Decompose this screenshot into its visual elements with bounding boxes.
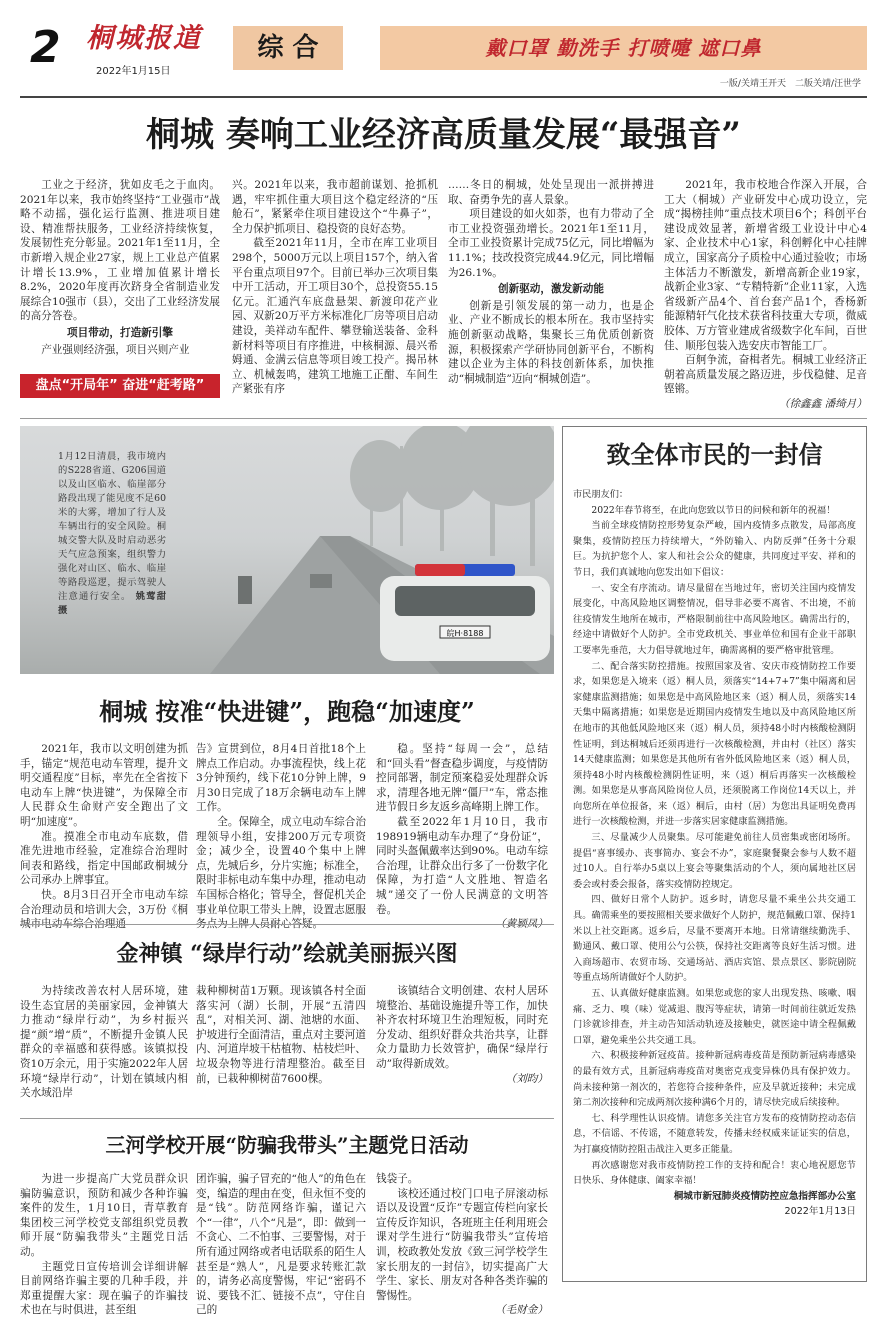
lead-column-1 [20, 178, 220, 357]
photo-caption [58, 450, 166, 618]
lead-paragraph: 创新是引领发展的第一动力，也是企业、产业不断成长的根本所在。我市坚持实施创新驱动战略，集聚长三角优质创新资源，积极探索产学研协同创新平台，不断构建以企业为主体的科技创新体系，加快推动“桐城制造”迈向“桐城创造”。 [448, 299, 654, 385]
article-paragraph: 全。保障全，成立电动车综合治理领导小组，安排200万元专项资金；减少全，设置40个集中上牌点，先城后乡，分片实施；标准全，限时非标电动车集中办理，推动电动车国标合格化；管导全，督促机关企事业单位职工带头上牌，设置志愿服务点为上牌人员耐心答疑。 [196, 815, 366, 931]
article-paragraph: 团诈骗，骗子冒充的“他人”的角色在变，编造的理由在变，但永恒不变的是“钱”。防范网络诈骗，谨记六个“一律”，八个“凡是”，即：做到一不贪心、二不怕事、三要警惕，对于所有通过网络或者电话联系的陌生人甚至是“熟人”，凡是要求转账汇款的，请务必高度警惕，牢记“密码不说、要钱不汇、链接不点”，守住自己的 [196, 1173, 366, 1317]
article-paragraph: 稳。坚持“每周一会”，总结和“回头看”督查稳步调度，与疫情防控同部署，制定预案稳妥处理群众诉求，清理各地无牌“僵尸”车，常态推进节假日乡友返乡高峰期上牌工作。 [376, 743, 548, 814]
article-paragraph: 该镇结合文明创建、农村人居环境整治、基础设施提升等工作，加快补齐农村环境卫生治理短板，同时充分发动、组织好群众共治共享，让群众力量助力长效管护，确保“绿岸行动”取得新成效。 [376, 985, 548, 1070]
article2-headline: 桐城 按准“快进键”，跑稳“加速度” [99, 697, 475, 726]
article4-column-1 [20, 1172, 188, 1318]
photo-caption-text: 1月12日清晨，我市境内的S228省道、G206国道以及山区临水、临崖部分路段出现了能见度不足60米的大雾，增加了行人及车辆出行的安全风险。桐城交警大队及时启动恶劣天气应急预案，组织警力强化对山区、临水、临崖等路段巡逻，提示驾驶人注意通行安全。 [58, 451, 166, 602]
article-paragraph: 主题党日宣传培训会详细讲解目前网络诈骗主要的几种手段，并郑重提醒大家：现在骗子的诈骗技术也在与时俱进，甚至组 [20, 1260, 188, 1317]
letter-paragraph: 2022年春节将至，在此向您致以节日的问候和新年的祝福！ [591, 504, 836, 516]
article-paragraph: 截至2022年1月10日，我市198919辆电动车办理了“身份证”，同时头盔佩戴率达到90%。电动车综合治理，让群众出行多了一份数字化保障，为打造“人文胜地、智造名城”递交了一份人民满意的文明答卷。 [376, 815, 548, 916]
officer-figure [238, 576, 252, 604]
article3-column-2 [196, 984, 366, 1086]
lead-column-4 [664, 178, 867, 412]
article2-column-3 [376, 742, 548, 932]
page-number: 2 [30, 22, 61, 73]
letter-item: 二、配合落实防控措施。按照国家及省、安庆市疫情防控工作要求，如果您是入境来（返）桐人员，须落实“14+7+7”集中隔离和居家健康监测措施；如果您是中高风险地区来（返）桐人员，须落实14天集中隔离措施；如果您是近期国内疫情发生地以及中高风险地区所在地市的其他低风险地区来（返）桐人员，须持48小时内核酸检测阴性证明，到达桐城后还须再进行一次核酸检测，并由村（社区）落实14天健康监测；如果您是其他所有省外低风险地区来（返）桐人员，须持48小时内核酸检测阴性证明，来（返）桐后再落实一次核酸检测。如果您是从事高风险岗位人员，还须脱离工作岗位14天以上，并向您所在单位报备，来（返）桐后，由村（居）为您出具证明免费再进行一次核酸检测，并进一步落实居家健康监测措施。 [573, 660, 856, 828]
license-plate: 皖H·8188 [446, 629, 484, 638]
letter-item: 七、科学理性认识疫情。请您多关注官方发布的疫情防控动态信息，不信谣、不传谣，不随意转发，传播未经权威来证证实的信息，为打赢疫情防控阻击战注入更多正能量。 [573, 1112, 856, 1155]
issue-date: 2022年1月15日 [96, 66, 171, 77]
article4-headline: 三河学校开展“防骗我带头”主题党日活动 [105, 1133, 469, 1157]
article-paragraph: 告》宣贯到位，8月4日首批18个上牌点工作启动。办事流程快，线上花3分钟预约，线下花10分钟上牌，9月30日完成了18万余辆电动车上牌工作。 [196, 743, 366, 814]
letter-body [573, 487, 856, 1220]
letter-date: 2022年1月13日 [784, 1206, 856, 1218]
letter-paragraph: 当前全球疫情防控形势复杂严峻，国内疫情多点散发，局部高度聚集，疫情防控压力持续增大，“外防输入、内防反弹”任务十分艰巨。为抗护您个人、家人和社会公众的健康，共同度过平安、祥和的节日，我们真诚地向您发出如下倡议： [573, 520, 856, 578]
lead-subheading: 项目带动，打造新引擎 [67, 326, 173, 339]
letter-item: 一、安全有序流动。请尽量留在当地过年，密切关注国内疫情发展变化，中高风险地区调整情况，倡导非必要不离省、不出境，不前往疫情发生地所在城市，严格限制前往中高风险地区。确需出行的，经途中请做好个人防护。全市党政机关、事业单位和国有企业干部职工要率先垂范，大力倡导就地过年，确需离桐的要严格审批管理。 [573, 582, 856, 656]
lead-paragraph: ……冬日的桐城，处处呈现出一派拼搏进取、奋勇争先的喜人景象。 [448, 179, 654, 206]
article3-column-3 [376, 984, 548, 1086]
article-paragraph: 钱袋子。 [376, 1173, 419, 1185]
editor-credits: 一版/关靖王开天 二版关靖/汪世学 [719, 79, 861, 89]
lead-paragraph: 截至2021年11月，全市在库工业项目298个，5000万元以上项目157个，纳入省平台重点项目97个。目前已举办三次项目集中开工活动，开工项目30个，总投资55.15亿元。汇通汽车底盘悬架、新渡印花产业园、双新20万平方米标准化厂房等项目启动建设，美祥动车配件、攀登输送装备、金科新材料等项目有序推进，中核桐源、晨兴希姆通、金满云信息等项目竣工投产。揭吊林立、机械轰鸣，建筑工地施工正酣、车间生产紧张有序 [232, 237, 438, 396]
letter-item: 六、积极接种新冠疫苗。接种新冠病毒疫苗是预防新冠病毒感染的最有效方式，且新冠病毒疫苗对奥密克戎变异株仍具有保护效力。尚未接种第一剂次的，若您符合接种条件，应及早就近接种；未完成第二剂次接种和完成两剂次接种满6个月的，请尽快完成后续接种。 [573, 1050, 856, 1109]
police-car [380, 564, 550, 661]
letter-title: 致全体市民的一封信 [606, 440, 823, 469]
article4-column-2 [196, 1172, 366, 1318]
section-divider [20, 418, 867, 419]
open-letter-box [562, 426, 867, 1282]
section-divider [20, 1118, 554, 1119]
lead-headline: 桐城 奏响工业经济高质量发展“最强音” [146, 115, 741, 155]
fog-photo [20, 426, 554, 674]
lead-paragraph: 项目建设的如火如荼，也有力带动了全市工业投资强劲增长。2021年1至11月，全市工业投资累计完成75亿元，同比增幅为11.1%；技改投资完成44.9亿元，同比增幅为26.1%。 [448, 208, 654, 279]
article-paragraph: 快。8月3日召开全市电动车综合治理动员和培训大会，3万份《桐城市电动车综合治理通 [20, 888, 188, 931]
lead-subheading: 创新驱动，激发新动能 [498, 283, 604, 296]
article-paragraph: 该校还通过校门口电子屏滚动标语以及设置“反诈”专题宣传栏向家长宣传反诈知识，各班班主任利用班会课对学生进行“防骗我带头”宣传培训，校政教处发放《致三河学校学生家长朋友的一封信》，切实提高广大学生、家长、朋友对各种各类诈骗的警惕性。 [376, 1187, 548, 1302]
article-paragraph: 为持续改善农村人居环境，建设生态宜居的美丽家园，金神镇大力推动“绿岸行动”，为乡村振兴提“颜”增“质”，不断提升金镇人民群众的幸福感和获得感。该镇拟投资10万余元，用于实施2022年人居环境“绿岸行动”，计划在镇域内相关水域沿岸 [20, 985, 188, 1100]
byline: （毛财金） [495, 1304, 548, 1317]
lead-paragraph: 产业强则经济强，项目兴则产业 [41, 343, 190, 356]
lead-column-3 [448, 178, 654, 386]
letter-greeting: 市民朋友们： [573, 489, 629, 500]
byline: （刘昀） [505, 1072, 548, 1085]
lead-red-banner [20, 374, 220, 398]
article3-column-1 [20, 984, 188, 1101]
lead-paragraph: 工业之于经济，犹如皮毛之于血肉。2021年以来，我市始终坚持“工业强市”战略不动摇，强化运行监测、推进项目建设、精准帮扶服务，工业经济持续恢复，发展韧性充分彰显。2021年1至11月，全市新增入规企业27家，规上工业总产值累计增长13.9%，工业增加值累计增长8.2%，2020年度再次跻身全省制造业发展综合10强市（县），交出了工业经济发展的高分答卷。 [20, 179, 220, 323]
lead-paragraph: 百舸争流，奋楫者先。桐城工业经济正朝着高质量发展之路迈进，步伐稳健、足音铿锵。 [664, 354, 867, 396]
lead-red-banner-text: 盘点“开局年” 奋进“赶考路” [35, 378, 205, 393]
section-label: 综 合 [233, 26, 343, 70]
slogan-text: 戴口罩 勤洗手 打喷嚏 遮口鼻 [485, 36, 762, 60]
letter-item: 五、认真做好健康监测。如果您或您的家人出现发热、咳嗽、咽痛、乏力、嗅（味）觉减退、腹泻等症状，请第一时间前往就近发热门诊就诊排查，并主动告知活动轨迹及接触史，就医途中请全程佩戴口罩，避免乘坐公共交通工具。 [573, 988, 856, 1046]
lead-paragraph: 兴。2021年以来，我市超前谋划、抢抓机遇，牢牢抓住重大项目这个稳定经济的“压舱石”，紧紧牵住项目建设这个“牛鼻子”，全力保护抓项目、稳投资的良好态势。 [232, 179, 438, 235]
letter-closing: 再次感谢您对我市疫情防控工作的支持和配合！衷心地祝愿您节日快乐、身体健康、阖家幸福！ [573, 1159, 856, 1187]
article-paragraph: 准。摸准全市电动车底数，借准先进地市经验，定准综合治理时间表和路线，指定中国邮政桐城分公司承办上牌事宜。 [20, 830, 188, 887]
photo-credit: 姚莺甜 摄 [58, 591, 166, 616]
article-paragraph: 为进一步提高广大党员群众识骗防骗意识，预防和减少各种诈骗案件的发生，1月10日，青草教育集团校三河学校党支部组织党员教师开展“防骗我带头”主题党日活动。 [20, 1173, 188, 1258]
article2-column-2 [196, 742, 366, 932]
masthead [20, 18, 867, 94]
section-divider [20, 924, 554, 925]
masthead-divider [20, 96, 867, 98]
letter-signature: 桐城市新冠肺炎疫情防控应急指挥部办公室 [673, 1190, 856, 1202]
letter-item: 三、尽量减少人员聚集。尽可能避免前往人员密集或密闭场所。提倡“喜事缓办、丧事简办、宴会不办”，家庭聚餐聚会参与人数不超过10人。自行举办5桌以上宴会等聚集活动的个人，须向属地社区居委会或村委会报备，落实疫情防控规定。 [573, 832, 856, 890]
byline: （黄颖凤） [495, 918, 548, 931]
article4-column-3 [376, 1172, 548, 1318]
paper-name-logo: 桐城报道 [86, 23, 202, 54]
byline: （徐鑫鑫 潘绮月） [778, 397, 867, 410]
article3-headline: 金神镇 “绿岸行动”绘就美丽振兴图 [116, 941, 458, 967]
article-paragraph: 栽种柳树苗1万颗。现该镇各村全面落实河（湖）长制，开展“五清四乱”，对相关河、湖、池塘的水面、护坡进行全面清洁，重点对主要河道内、河道岸坡干枯植物、枯枝烂叶、垃圾杂物等进行清理整治。截至目前，已栽种柳树苗7600棵。 [196, 985, 366, 1085]
article2-column-1 [20, 742, 188, 932]
letter-item: 四、做好日常个人防护。返乡时，请您尽量不乘坐公共交通工具。确需乘坐的要按照相关要求做好个人防护，规范佩戴口罩、保持1米以上社交距离。返乡后，尽量不要离开本地。日常请继续勤洗手、勤通风、戴口罩、使用公勺公筷，保持社交距离等良好生活习惯。进入商场超市、农贸市场、交通场站、酒店宾馆、景点景区、影院剧院等重点场所请做好个人防护。 [573, 894, 856, 984]
article-paragraph: 2021年，我市以文明创建为抓手，锚定“规范电动车管理，提升文明交通程度”目标，率先在全省按下电动车上牌“快进键”，为保障全市人民群众生命财产安全跑出了文明“加速度”。 [20, 743, 188, 828]
lead-paragraph: 2021年，我市校地合作深入开展，合工大（桐城）产业研发中心成功设立，完成“揭榜挂帅”重点技术项目6个；科创平台建设成效显著，新增省级工业设计中心4家、企业技术中心1家，科创孵化中心挂牌成立，国家高分子质检中心通过验收；市场主体活力不断激发，新增高新企业19家，战新企业3家、“专精特新”企业11家，入选省级新产品4个、首台套产品1个，香杨新能源精轩气化技术获省科技重大专项，微威胶体、万方管业建成省级数字化车间，百世佳、顺彤包装入选安庆市智能工厂。 [664, 179, 867, 352]
slogan-banner [380, 26, 867, 70]
lead-column-2 [232, 178, 438, 397]
